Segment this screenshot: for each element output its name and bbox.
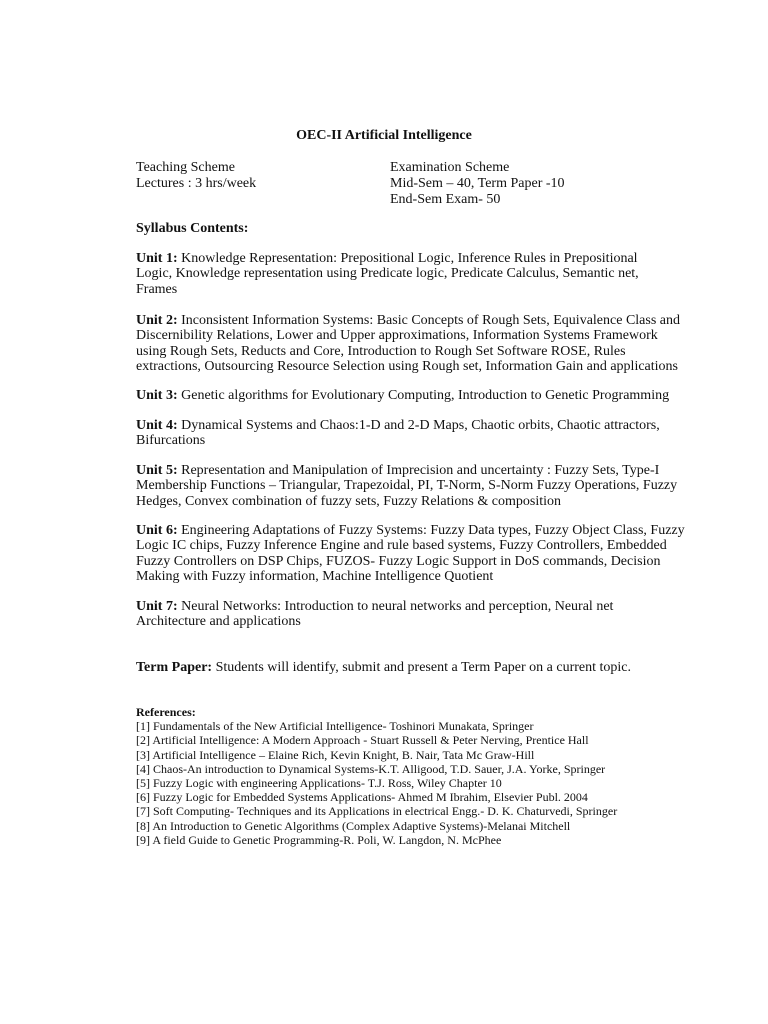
unit-text: Bifurcations <box>136 433 206 449</box>
unit-7 <box>136 599 696 630</box>
unit-3 <box>136 388 696 403</box>
reference-item: [9] A field Guide to Genetic Programming-R. Poli, W. Langdon, N. McPhee <box>136 832 502 847</box>
term-paper-text: Students will identify, submit and present a Term Paper on a current topic. <box>212 660 632 675</box>
unit-text: Hedges, Convex combination of fuzzy sets, Fuzzy Relations & composition <box>136 493 561 509</box>
references-heading: References: <box>136 705 196 719</box>
unit-label: Unit 1: <box>136 251 178 266</box>
examination-scheme <box>390 160 565 208</box>
unit-text: Engineering Adaptations of Fuzzy Systems: Fuzzy Data types, Fuzzy Object Class, Fuzzy <box>177 523 685 538</box>
syllabus-heading: Syllabus Contents: <box>136 221 249 236</box>
unit-text: Frames <box>136 281 178 297</box>
unit-label: Unit 3: <box>136 388 178 403</box>
examination-scheme-heading: Examination Scheme <box>390 160 510 175</box>
unit-5 <box>136 463 696 509</box>
exam-marks-line-2: End-Sem Exam- 50 <box>390 192 501 207</box>
unit-text: extractions, Outsourcing Resource Selection using Rough set, Information Gain and applications <box>136 358 678 374</box>
unit-label: Unit 7: <box>136 599 178 614</box>
reference-item: [1] Fundamentals of the New Artificial Intelligence- Toshinori Munakata, Springer <box>136 719 534 734</box>
unit-2 <box>136 313 696 374</box>
unit-text: Architecture and applications <box>136 614 301 630</box>
term-paper-label: Term Paper: <box>136 660 213 675</box>
unit-text: Logic, Knowledge representation using Predicate logic, Predicate Calculus, Semantic net, <box>136 266 639 282</box>
unit-label: Unit 2: <box>136 313 178 328</box>
unit-text: Discernibility Relations, Lower and Upper approximations, Information Systems Framework <box>136 328 658 344</box>
exam-marks-line-1: Mid-Sem – 40, Term Paper -10 <box>390 176 565 191</box>
unit-text: Dynamical Systems and Chaos:1-D and 2-D Maps, Chaotic orbits, Chaotic attractors, <box>177 418 660 433</box>
reference-item: [5] Fuzzy Logic with engineering Applications- T.J. Ross, Wiley Chapter 10 <box>136 776 502 791</box>
reference-item: [7] Soft Computing- Techniques and its Applications in electrical Engg.- D. K. Chaturvedi, Springer <box>136 804 618 819</box>
unit-text: Knowledge Representation: Prepositional Logic, Inference Rules in Prepositional <box>177 251 638 266</box>
unit-label: Unit 4: <box>136 418 178 433</box>
teaching-scheme-heading: Teaching Scheme <box>136 160 235 175</box>
teaching-scheme <box>136 160 256 192</box>
lectures-hours: Lectures : 3 hrs/week <box>136 176 257 191</box>
reference-item: [8] An Introduction to Genetic Algorithms (Complex Adaptive Systems)-Melanai Mitchell <box>136 818 571 833</box>
unit-text: Inconsistent Information Systems: Basic Concepts of Rough Sets, Equivalence Class and <box>177 313 680 328</box>
reference-item: [2] Artificial Intelligence: A Modern Approach - Stuart Russell & Peter Nerving, Prentice Hall <box>136 733 589 748</box>
unit-6 <box>136 523 696 584</box>
unit-text: Neural Networks: Introduction to neural networks and perception, Neural net <box>177 599 614 614</box>
term-paper <box>136 660 696 675</box>
unit-text: using Rough Sets, Reducts and Core, Introduction to Rough Set Software ROSE, Rules <box>136 343 626 359</box>
reference-item: [6] Fuzzy Logic for Embedded Systems Applications- Ahmed M Ibrahim, Elsevier Publ. 2004 <box>136 790 588 805</box>
unit-text: Genetic algorithms for Evolutionary Computing, Introduction to Genetic Programming <box>177 388 670 403</box>
unit-text: Logic IC chips, Fuzzy Inference Engine and rule based systems, Fuzzy Controllers, Embedded <box>136 538 667 554</box>
unit-text: Representation and Manipulation of Imprecision and uncertainty : Fuzzy Sets, Type-I <box>177 463 660 478</box>
references-section <box>136 705 617 847</box>
unit-4 <box>136 418 696 449</box>
unit-text: Membership Functions – Triangular, Trapezoidal, PI, T-Norm, S-Norm Fuzzy Operations, Fuzzy <box>136 478 678 494</box>
reference-item: [4] Chaos-An introduction to Dynamical Systems-K.T. Alligood, T.D. Sauer, J.A. Yorke, Springer <box>136 761 606 776</box>
unit-label: Unit 6: <box>136 523 178 538</box>
unit-text: Making with Fuzzy information, Machine Intelligence Quotient <box>136 568 494 584</box>
unit-label: Unit 5: <box>136 463 178 478</box>
document-title: OEC-II Artificial Intelligence <box>296 128 472 143</box>
unit-text: Fuzzy Controllers on DSP Chips, FUZOS- Fuzzy Logic Support in DoS commands, Decision <box>136 553 661 569</box>
unit-1 <box>136 251 696 297</box>
reference-item: [3] Artificial Intelligence – Elaine Rich, Kevin Knight, B. Nair, Tata Mc Graw-Hill <box>136 747 535 762</box>
